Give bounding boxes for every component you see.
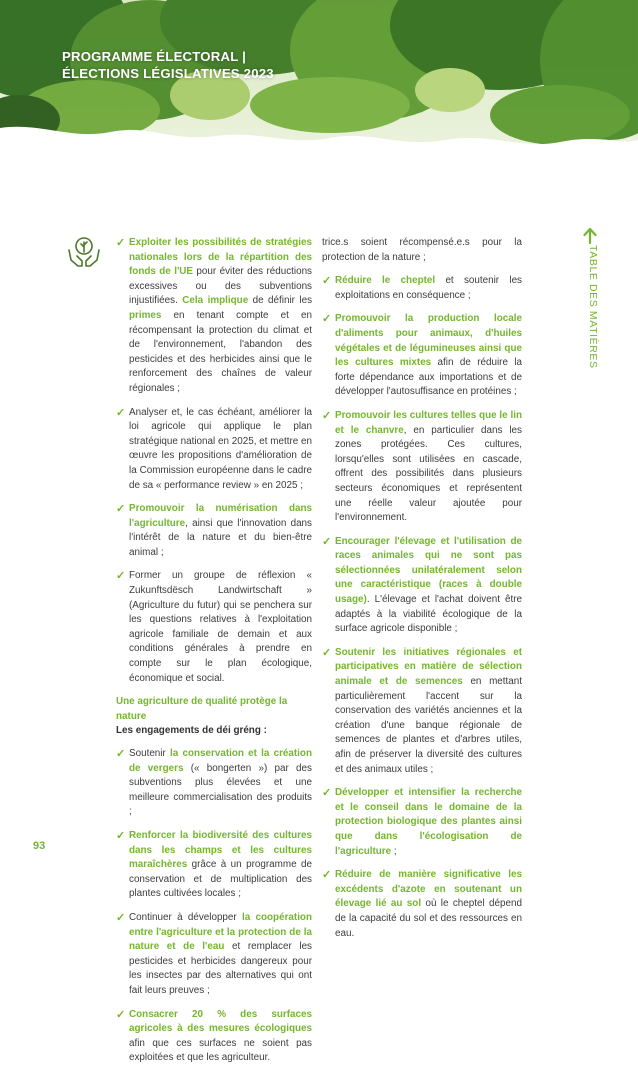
list-item xyxy=(116,569,312,686)
left-column xyxy=(116,236,312,1075)
checkmark-icon: ✓ xyxy=(322,313,332,326)
checkmark-icon: ✓ xyxy=(116,503,126,516)
body-text: en mettant particulièrement l'accent sur la conservation des variétés anciennes et la création d'une banque régionale de semences de plantes et d'arbres utiles, afin de préserver la diversité des cultures et des animaux utiles ; xyxy=(335,676,523,775)
highlighted-text: Promouvoir la production locale d'aliments pour animaux, d'huiles végétales et de légumineuses ainsi que les cultures mixtes xyxy=(335,313,522,369)
body-text: Former un groupe de réflexion « Zukunftsdësch Landwirtschaft » (Agriculture du futur) qui se penchera sur les questions relatives à l'exploitation agricole familiale de demain et aux conditions générales à prendre en compte sur le plan écologique, économique et social. xyxy=(129,570,312,684)
checkmark-icon: ✓ xyxy=(116,748,126,760)
body-text: Continuer à développer xyxy=(129,911,242,923)
body-text: grâce à un programme de conservation et de multiplication des plantes cultivées locales ; xyxy=(129,859,312,900)
toc-label: TABLE DES MATIÈRES xyxy=(587,245,599,369)
section-subtitle: Les engagements de déi gréng : xyxy=(116,725,267,737)
highlighted-text: Développer et intensifier la recherche et le conseil dans le domaine de la protection biologique des plantes ainsi que dans l'écologisation de l'agriculture xyxy=(335,787,522,857)
checkmark-icon: ✓ xyxy=(116,1008,126,1021)
continued-text: trice.s soient récompensé.e.s pour la protection de la nature ; xyxy=(322,237,522,263)
body-text: Soutenir xyxy=(129,748,170,759)
highlighted-text: Exploiter les possibilités de stratégies nationales lors de la répartition des fonds de l'UE xyxy=(129,237,312,278)
list-item xyxy=(116,502,312,560)
checkmark-icon: ✓ xyxy=(116,406,126,419)
checkmark-icon: ✓ xyxy=(116,237,126,249)
highlighted-text: Consacrer 20 % des surfaces agricoles à des mesures écologiques xyxy=(129,1008,312,1035)
checkmark-icon: ✓ xyxy=(322,787,332,800)
list-item xyxy=(116,911,312,999)
highlighted-text: primes xyxy=(129,309,162,321)
list-item xyxy=(322,646,522,777)
commitments-list-2 xyxy=(116,747,312,1066)
page-number: 93 xyxy=(33,840,46,852)
list-item xyxy=(322,274,522,303)
arrow-up-icon xyxy=(583,228,597,244)
body-text: , ainsi que l'innovation dans l'intérêt de la nature et du bien-être animal ; xyxy=(129,517,312,558)
body-text: et remplacer les pesticides et herbicides dangereux pour les insectes par des alternatives qui ont fait leurs preuves ; xyxy=(129,941,312,996)
header-banner xyxy=(0,0,638,175)
section-title: Une agriculture de qualité protège la nature xyxy=(116,696,288,722)
title-line-1: PROGRAMME ÉLECTORAL | xyxy=(62,49,246,64)
body-text: Analyser et, le cas échéant, améliorer la loi agricole qui applique le plan stratégique national en 2025, et mettre en œuvre les propositions d'amélioration de la Commission européenne dans le cadre de sa « performance review » en 2025 ; xyxy=(129,406,312,491)
list-item xyxy=(116,406,312,494)
document-title xyxy=(62,48,274,82)
table-of-contents-link[interactable] xyxy=(580,228,600,369)
checkmark-icon: ✓ xyxy=(116,911,126,924)
list-item xyxy=(322,535,522,637)
highlighted-text: la conservation et la création de vergers xyxy=(129,748,312,774)
checkmark-icon: ✓ xyxy=(322,869,332,882)
list-item xyxy=(116,747,312,820)
leaf-in-hands-icon xyxy=(66,234,102,270)
highlighted-text: la coopération entre l'agriculture et la protection de la nature et de l'eau xyxy=(129,911,312,953)
checkmark-icon: ✓ xyxy=(322,646,332,659)
body-text: de définir les xyxy=(248,295,313,307)
foliage-image xyxy=(0,0,638,175)
highlighted-text: Renforcer la biodiversité des cultures dans les champs et les cultures maraîchères xyxy=(129,829,312,871)
checkmark-icon: ✓ xyxy=(322,275,332,288)
body-text: où le cheptel dépend de la capacité du sol et des ressources en eau. xyxy=(335,898,522,939)
checkmark-icon: ✓ xyxy=(322,409,332,422)
list-item xyxy=(322,868,522,941)
list-item xyxy=(116,829,312,902)
list-item xyxy=(322,312,522,400)
highlighted-text: Promouvoir les cultures telles que le lin et le chanvre xyxy=(335,409,522,436)
list-item xyxy=(116,236,312,397)
body-text: afin de réduire la forte dépendance aux importations et de développer l'autosuffisance en protéines ; xyxy=(335,357,523,398)
right-column xyxy=(322,236,522,950)
body-text: (« bongerten ») par des subventions plus élevées et une meilleure commercialisation des produits ; xyxy=(129,762,312,818)
checkmark-icon: ✓ xyxy=(116,829,126,842)
list-item xyxy=(322,409,522,526)
list-item xyxy=(116,1008,312,1066)
checkmark-icon: ✓ xyxy=(322,535,332,548)
highlighted-text: Promouvoir la numérisation dans l'agriculture xyxy=(129,503,312,529)
highlighted-text: Réduire le cheptel xyxy=(335,275,436,287)
body-text: en tenant compte et en récompensant la protection du climat et de l'environnement, l'abandon des pesticides et des herbicides ainsi que le renforcement des chaînes de valeur régionales ; xyxy=(129,309,312,394)
body-text: afin que ces surfaces ne soient pas exploitées et que les agriculteur. xyxy=(129,1037,312,1064)
highlighted-text: Cela implique xyxy=(182,295,249,307)
title-line-2: ÉLECTIONS LÉGISLATIVES 2023 xyxy=(62,66,274,81)
body-text: . L'élevage et l'achat doivent être adaptés à la viabilité écologique de la surface agricole disponible ; xyxy=(335,594,522,635)
checkmark-icon: ✓ xyxy=(116,570,126,583)
commitments-list-3 xyxy=(322,274,522,941)
body-text: et soutenir les exploitations en conséquence ; xyxy=(335,275,522,301)
body-text: , en particulier dans les zones protégées. Ces cultures, lorsqu'elles sont utilisées en cascade, offrent des possibilités dans plusieurs secteurs économiques et représentent une réelle valeur ajoutée pour l'environnement. xyxy=(335,424,522,524)
highlighted-text: Soutenir les initiatives régionales et participatives en matière de sélection animale et de semences xyxy=(335,646,522,688)
commitments-list-1 xyxy=(116,236,312,686)
highlighted-text: Réduire de manière significative les excédents d'azote en soutenant un élevage lié au sol xyxy=(335,869,522,910)
highlighted-text: Encourager l'élevage et l'utilisation de races animales qui ne sont pas sélectionnées unilatéralement selon une caractéristique (races à double usage) xyxy=(335,535,522,606)
body-text: ; xyxy=(391,845,397,857)
body-text: pour éviter des réductions excessives ou des subventions injustifiées. xyxy=(129,266,312,307)
list-item xyxy=(322,786,522,859)
